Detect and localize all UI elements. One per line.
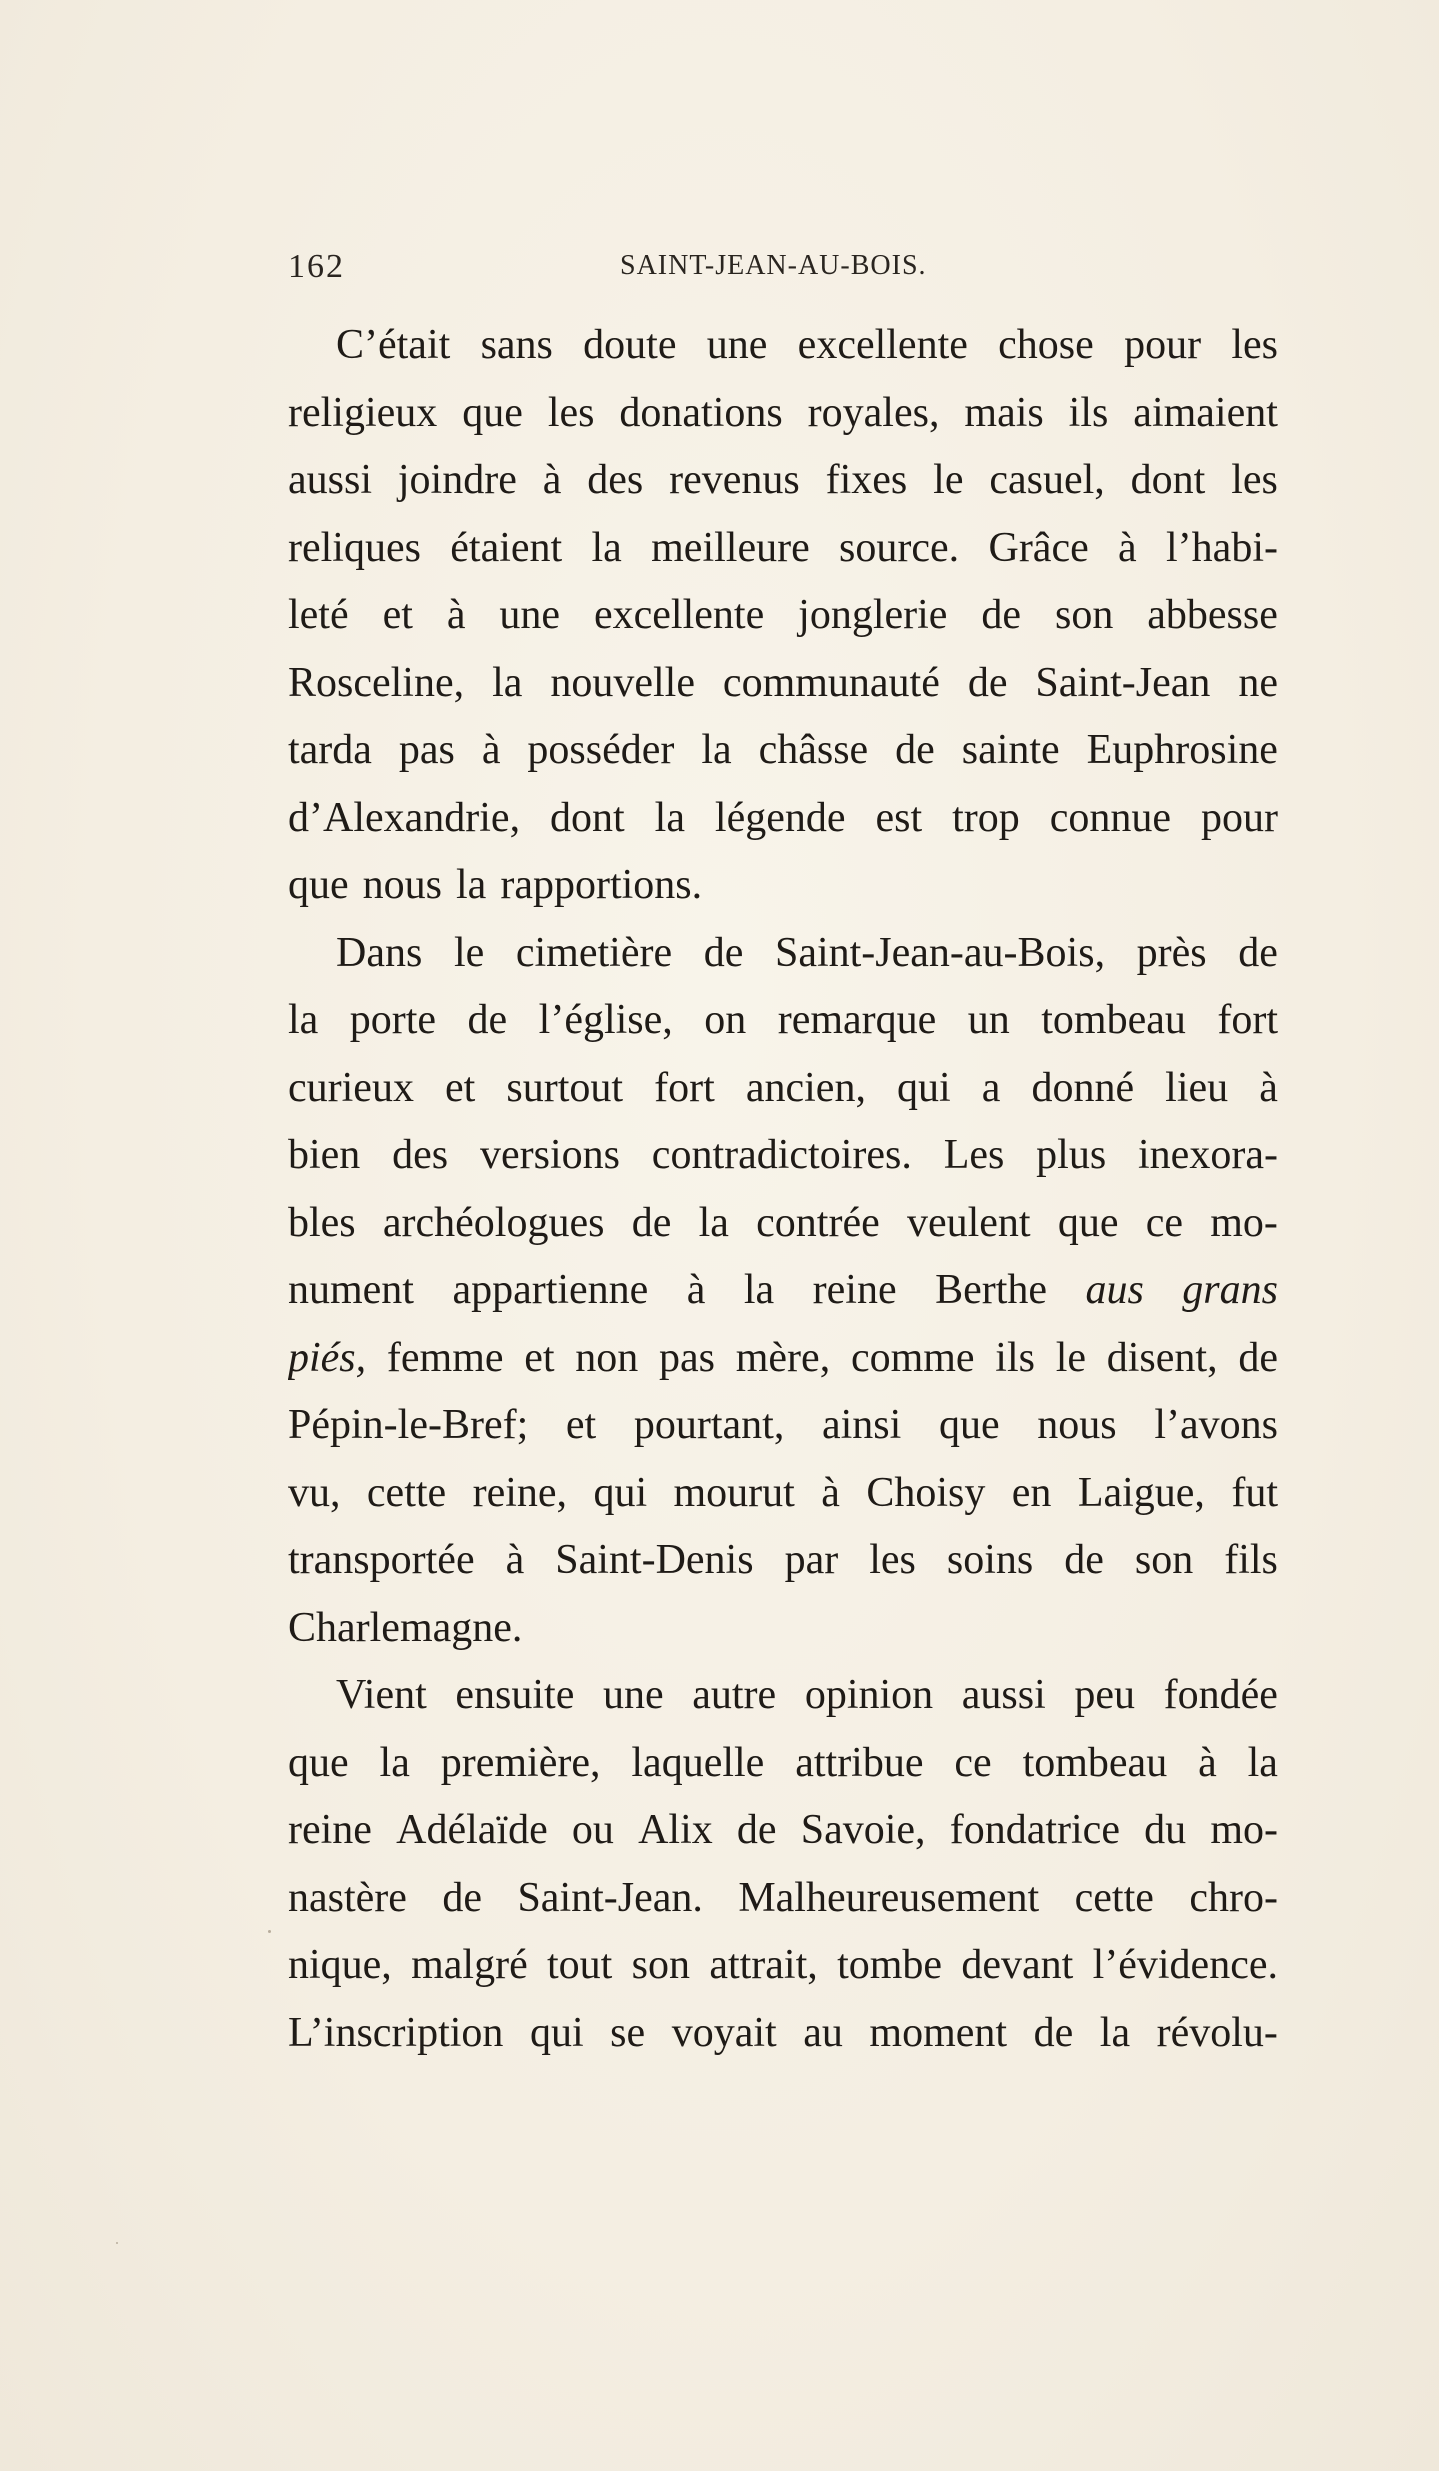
word: révolu- <box>1156 2009 1278 2056</box>
word: femme <box>386 1334 504 1381</box>
word: la <box>1099 2009 1131 2056</box>
word: une <box>602 1672 664 1718</box>
word: du <box>1144 1807 1187 1853</box>
word: de <box>1064 1537 1104 1583</box>
word: à <box>505 1537 525 1583</box>
word: une <box>499 592 561 638</box>
word: malgré <box>411 1942 528 1988</box>
word: aimaient <box>1133 389 1278 436</box>
word: d’Alexandrie, <box>288 794 521 841</box>
word: curieux <box>288 1064 414 1111</box>
word: devant <box>961 1942 1074 1988</box>
word: mo- <box>1210 1807 1278 1853</box>
word: sans <box>480 322 553 368</box>
word: fort <box>654 1064 715 1111</box>
word: châsse <box>758 727 869 773</box>
word: royales, <box>807 389 940 436</box>
word: une <box>706 322 768 368</box>
word: les <box>1231 322 1278 368</box>
word: rapportions. <box>500 862 703 908</box>
text-line <box>288 920 1278 988</box>
word: archéologues <box>382 1199 605 1246</box>
word: inexora- <box>1138 1132 1278 1178</box>
word: son <box>1134 1537 1194 1583</box>
text-line <box>288 312 1278 380</box>
text-line <box>288 447 1278 515</box>
word: bles <box>288 1199 356 1246</box>
word: Saint-Jean. <box>517 1874 703 1921</box>
word: nous <box>1037 1402 1117 1448</box>
text-line <box>288 785 1278 853</box>
text-line <box>288 515 1278 583</box>
word: la <box>591 524 622 571</box>
word: l’église, <box>538 997 673 1043</box>
word: pour <box>1124 322 1202 368</box>
word: les <box>869 1537 916 1583</box>
word: remarque <box>777 997 937 1043</box>
word: meilleure <box>651 524 810 571</box>
word: ne <box>1238 659 1278 706</box>
word: mère, <box>735 1334 831 1381</box>
page-number: 162 <box>288 248 345 285</box>
word: le <box>1055 1334 1087 1381</box>
word: le <box>933 457 964 503</box>
word: ce <box>954 1739 992 1786</box>
word: légende <box>714 794 846 841</box>
word: sainte <box>961 727 1060 773</box>
word: ils <box>995 1334 1035 1381</box>
word: de <box>967 659 1008 706</box>
word: ancien, <box>745 1064 866 1111</box>
running-head <box>288 248 1278 288</box>
word: Saint-Denis <box>555 1537 754 1583</box>
word: de <box>895 727 935 773</box>
word: veulent <box>906 1199 1031 1246</box>
word: nouvelle <box>550 659 695 706</box>
word: en <box>1011 1469 1052 1516</box>
word: à <box>821 1469 840 1516</box>
word: première, <box>440 1739 601 1786</box>
word: disent, <box>1106 1334 1218 1381</box>
word: pas <box>659 1334 716 1381</box>
word: chro- <box>1189 1874 1278 1921</box>
word: L’inscription <box>288 2009 504 2056</box>
text-line <box>288 1055 1278 1123</box>
word: autre <box>692 1672 777 1718</box>
italic-word: grans <box>1182 1267 1278 1313</box>
word: est <box>875 794 923 841</box>
word: de <box>1238 1334 1278 1381</box>
word: de <box>981 592 1022 638</box>
word: surtout <box>506 1064 624 1111</box>
word: donné <box>1031 1064 1135 1111</box>
word: nument <box>288 1267 414 1313</box>
word: son <box>631 1942 691 1988</box>
word: la <box>288 997 319 1043</box>
word: reine, <box>472 1469 568 1516</box>
word: pas <box>398 727 455 773</box>
word: porte <box>349 997 437 1043</box>
word: et <box>524 1334 555 1381</box>
word: ensuite <box>455 1672 575 1718</box>
word: reine <box>812 1267 897 1313</box>
word: étaient <box>450 524 563 571</box>
word: la <box>1247 1739 1278 1786</box>
word: la <box>743 1267 775 1313</box>
word: dont <box>1130 457 1206 503</box>
word: versions <box>479 1132 620 1178</box>
word: et <box>565 1402 597 1448</box>
word: par <box>784 1537 839 1583</box>
text-line <box>288 1662 1278 1730</box>
text-line <box>288 1392 1278 1460</box>
word: Pépin-le-Bref; <box>288 1402 529 1448</box>
text-line <box>288 380 1278 448</box>
word: la <box>379 1739 410 1786</box>
word: fondatrice <box>949 1807 1120 1853</box>
word: nous <box>362 862 443 908</box>
word: le <box>453 929 485 976</box>
word: plus <box>1036 1132 1107 1178</box>
word: cette <box>366 1469 447 1516</box>
word: près <box>1136 929 1207 976</box>
word: posséder <box>527 727 675 773</box>
word: mais <box>964 389 1044 436</box>
word: Dans <box>336 929 423 976</box>
text-line <box>288 2000 1278 2068</box>
word: de <box>442 1874 483 1921</box>
word: qui <box>593 1469 648 1516</box>
word: contradictoires. <box>651 1132 912 1178</box>
text-line <box>288 1797 1278 1865</box>
word: joindre <box>397 457 517 503</box>
word: à <box>446 592 466 638</box>
word: pourtant, <box>633 1402 785 1448</box>
word: la <box>492 659 523 706</box>
word: que <box>1057 1199 1119 1246</box>
word: leté <box>288 592 349 638</box>
text-line <box>288 1460 1278 1528</box>
text-line <box>288 1730 1278 1798</box>
word: pour <box>1200 794 1278 841</box>
word: Les <box>943 1132 1005 1178</box>
word: les <box>547 389 595 436</box>
word: opinion <box>804 1672 934 1718</box>
word: lieu <box>1165 1064 1229 1111</box>
paper-speck <box>268 1930 271 1933</box>
word: fondée <box>1163 1672 1278 1718</box>
word: Euphrosine <box>1086 727 1278 773</box>
word: à <box>686 1267 706 1313</box>
word: bien <box>288 1132 361 1178</box>
word: ou <box>571 1807 614 1853</box>
word: de <box>631 1199 672 1246</box>
word: des <box>587 457 644 503</box>
word: et <box>382 592 413 638</box>
word: doute <box>583 322 677 368</box>
word: connue <box>1049 794 1171 841</box>
word: les <box>1231 457 1278 503</box>
word: tarda <box>288 727 372 773</box>
word: on <box>704 997 747 1043</box>
word: de <box>703 929 744 976</box>
word: moment <box>869 2009 1008 2056</box>
word: que <box>938 1402 1000 1448</box>
word: contrée <box>756 1199 880 1246</box>
word: non <box>575 1334 639 1381</box>
word: de <box>467 997 508 1043</box>
word: la <box>654 794 685 841</box>
word: à <box>1198 1739 1217 1786</box>
word: qui <box>529 2009 584 2056</box>
word: communauté <box>722 659 940 706</box>
word: Malheureusement <box>738 1874 1040 1921</box>
text-line <box>288 1190 1278 1258</box>
word: à <box>542 457 562 503</box>
word: à <box>1118 524 1137 571</box>
word: Laigue, <box>1077 1469 1205 1516</box>
word: mourut <box>673 1469 795 1516</box>
word: casuel, <box>989 457 1105 503</box>
word: la <box>698 1199 729 1246</box>
italic-word: piés, <box>288 1334 367 1381</box>
word: qui <box>897 1064 951 1111</box>
text-line <box>288 650 1278 718</box>
word: l’habi- <box>1166 524 1278 571</box>
word: Vient <box>336 1672 427 1718</box>
word: tombeau <box>1022 1739 1168 1786</box>
word: comme <box>850 1334 975 1381</box>
word: nique, <box>288 1942 392 1988</box>
word: tout <box>547 1942 613 1988</box>
word: mo- <box>1210 1199 1278 1246</box>
word: religieux <box>288 389 438 436</box>
word: Grâce <box>988 524 1089 571</box>
word: attrait, <box>709 1942 818 1988</box>
word: revenus <box>669 457 800 503</box>
word: Rosceline, <box>288 659 465 706</box>
word: source. <box>839 524 960 571</box>
word: Savoie, <box>800 1807 926 1853</box>
body-text <box>288 312 1278 2067</box>
word: cette <box>1074 1874 1154 1921</box>
word: Charlemagne. <box>288 1604 523 1651</box>
paper-speck <box>116 2242 118 2244</box>
word: peu <box>1074 1672 1136 1718</box>
text-line <box>288 1595 1278 1663</box>
word: C’était <box>336 322 451 368</box>
word: Saint-Jean <box>1035 659 1211 706</box>
text-line <box>288 1932 1278 2000</box>
word: que <box>288 1739 349 1786</box>
word: Adélaïde <box>396 1807 548 1853</box>
word: Alix <box>638 1807 713 1853</box>
word: laquelle <box>631 1739 765 1786</box>
word: un <box>967 997 1010 1043</box>
text-line <box>288 987 1278 1055</box>
word: ce <box>1145 1199 1184 1246</box>
word: de <box>1238 929 1278 976</box>
word: dont <box>550 794 625 841</box>
word: ainsi <box>822 1402 902 1448</box>
word: transportée <box>288 1537 475 1583</box>
word: cimetière <box>515 929 673 976</box>
word: son <box>1054 592 1114 638</box>
text-line <box>288 1527 1278 1595</box>
word: soins <box>946 1537 1034 1583</box>
word: a <box>981 1064 1001 1111</box>
word: fut <box>1231 1469 1278 1516</box>
word: la <box>701 727 732 773</box>
word: reine <box>288 1807 372 1853</box>
running-title: SAINT-JEAN-AU-BOIS. <box>620 250 927 281</box>
word: fils <box>1224 1537 1278 1583</box>
italic-word: aus <box>1085 1267 1144 1313</box>
text-line <box>288 1865 1278 1933</box>
word: que <box>462 389 523 436</box>
word: l’avons <box>1154 1402 1278 1448</box>
word: Berthe <box>935 1267 1048 1313</box>
word: de <box>736 1807 777 1853</box>
word: tombeau <box>1041 997 1186 1043</box>
word: de <box>1033 2009 1074 2056</box>
word: jonglerie <box>798 592 948 638</box>
word: fixes <box>825 457 908 503</box>
word: à <box>481 727 501 773</box>
text-line <box>288 1122 1278 1190</box>
word: ils <box>1068 389 1109 436</box>
text-line <box>288 717 1278 785</box>
word: se <box>610 2009 646 2056</box>
word: aussi <box>288 457 372 503</box>
word: nastère <box>288 1874 407 1921</box>
text-line <box>288 1257 1278 1325</box>
word: excellente <box>797 322 968 368</box>
word: tombe <box>837 1942 943 1988</box>
word: Saint-Jean-au-Bois, <box>774 929 1106 976</box>
word: appartienne <box>452 1267 649 1313</box>
word: chose <box>998 322 1094 368</box>
word: trop <box>952 794 1020 841</box>
word: au <box>803 2009 843 2056</box>
word: que <box>288 862 349 908</box>
word: vu, <box>288 1469 341 1516</box>
word: reliques <box>288 524 421 571</box>
word: l’évidence. <box>1092 1942 1278 1988</box>
word: Choisy <box>866 1469 986 1516</box>
text-line <box>288 852 1278 920</box>
word: aussi <box>961 1672 1046 1718</box>
word: et <box>445 1064 476 1111</box>
word: fort <box>1217 997 1278 1043</box>
word: la <box>456 862 487 908</box>
word: voyait <box>671 2009 777 2056</box>
text-line <box>288 582 1278 650</box>
word: excellente <box>594 592 765 638</box>
word: à <box>1259 1064 1278 1111</box>
word: attribue <box>795 1739 924 1786</box>
text-line <box>288 1325 1278 1393</box>
word: abbesse <box>1147 592 1278 638</box>
word: donations <box>619 389 783 436</box>
word: des <box>392 1132 449 1178</box>
